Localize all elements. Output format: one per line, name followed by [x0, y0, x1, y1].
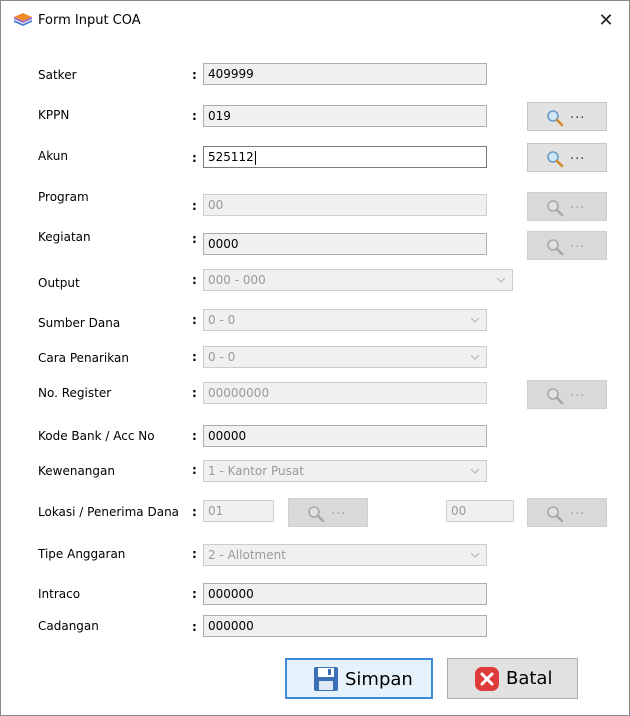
cadangan-field[interactable]: 000000	[203, 615, 487, 637]
program-field[interactable]: 00	[203, 194, 487, 216]
batal-button[interactable]	[447, 658, 578, 699]
colon: :	[192, 232, 197, 246]
penerima-dana-lookup-button[interactable]	[527, 498, 607, 527]
sumber-dana-value: 0 - 0	[208, 313, 236, 327]
magnifier-icon	[546, 387, 564, 405]
window-title: Form Input COA	[38, 13, 141, 28]
magnifier-icon	[546, 238, 564, 256]
akun-value: 525112	[208, 150, 254, 164]
colon: :	[192, 505, 197, 519]
chevron-down-icon	[494, 270, 508, 290]
close-icon: ✕	[598, 10, 614, 31]
kewenangan-label: Kewenangan	[38, 464, 115, 478]
kewenangan-dropdown[interactable]	[203, 460, 487, 482]
program-lookup-button[interactable]	[527, 192, 607, 221]
output-dropdown[interactable]	[203, 269, 513, 291]
intraco-field[interactable]: 000000	[203, 583, 487, 605]
kegiatan-lookup-button[interactable]	[527, 231, 607, 260]
colon: :	[192, 547, 197, 561]
magnifier-icon	[307, 505, 325, 523]
tipe-anggaran-label: Tipe Anggaran	[38, 547, 126, 561]
cadangan-label: Cadangan	[38, 619, 99, 633]
satker-label: Satker	[38, 68, 77, 82]
output-label: Output	[38, 276, 80, 290]
lokasi-field[interactable]: 01	[203, 500, 274, 522]
output-value: 000 - 000	[208, 273, 266, 287]
intraco-label: Intraco	[38, 587, 81, 601]
lookup-dots: ...	[570, 236, 586, 251]
colon: :	[192, 463, 197, 477]
lokasi-lookup-button[interactable]	[288, 498, 368, 527]
colon: :	[192, 109, 197, 123]
satker-field[interactable]: 409999	[203, 63, 487, 85]
colon: :	[192, 350, 197, 364]
cara-penarikan-dropdown[interactable]	[203, 346, 487, 368]
colon: :	[192, 429, 197, 443]
lookup-dots: ...	[570, 503, 586, 518]
no-register-label: No. Register	[38, 386, 112, 400]
colon: :	[192, 199, 197, 213]
chevron-down-icon	[468, 347, 482, 367]
chevron-down-icon	[468, 545, 482, 565]
akun-label: Akun	[38, 149, 68, 163]
colon: :	[192, 386, 197, 400]
close-button[interactable]	[591, 7, 621, 35]
simpan-label: Simpan	[345, 669, 413, 690]
floppy-disk-icon	[313, 666, 339, 692]
colon: :	[192, 587, 197, 601]
lookup-dots: ...	[331, 503, 347, 518]
program-label: Program	[38, 190, 89, 204]
lookup-dots: ...	[570, 385, 586, 400]
kppn-field[interactable]: 019	[203, 105, 487, 127]
penerima-dana-field[interactable]: 00	[446, 500, 514, 522]
red-x-icon	[474, 666, 500, 692]
cara-penarikan-value: 0 - 0	[208, 350, 236, 364]
magnifier-icon	[546, 150, 564, 168]
kppn-label: KPPN	[38, 108, 70, 122]
kegiatan-field[interactable]: 0000	[203, 233, 487, 255]
simpan-button[interactable]	[285, 658, 433, 699]
lokasi-label: Lokasi / Penerima Dana	[38, 505, 180, 519]
lookup-dots: ...	[570, 148, 586, 163]
sumber-dana-dropdown[interactable]	[203, 309, 487, 331]
kode-bank-field[interactable]: 00000	[203, 425, 487, 447]
tipe-anggaran-dropdown[interactable]	[203, 544, 487, 566]
title-bar	[1, 1, 629, 41]
text-caret	[255, 151, 256, 165]
lookup-dots: ...	[570, 197, 586, 212]
colon: :	[192, 68, 197, 82]
form-icon	[13, 12, 33, 28]
no-register-field[interactable]: 00000000	[203, 382, 487, 404]
kode-bank-label: Kode Bank / Acc No	[38, 429, 155, 443]
kewenangan-value: 1 - Kantor Pusat	[208, 464, 304, 478]
batal-label: Batal	[506, 668, 553, 689]
chevron-down-icon	[468, 310, 482, 330]
sumber-dana-label: Sumber Dana	[38, 316, 121, 330]
colon: :	[192, 151, 197, 165]
magnifier-icon	[546, 505, 564, 523]
colon: :	[192, 620, 197, 634]
akun-field[interactable]	[203, 146, 487, 168]
colon: :	[192, 313, 197, 327]
chevron-down-icon	[468, 461, 482, 481]
magnifier-icon	[546, 109, 564, 127]
cara-penarikan-label: Cara Penarikan	[38, 351, 129, 365]
tipe-anggaran-value: 2 - Allotment	[208, 548, 286, 562]
kegiatan-label: Kegiatan	[38, 230, 91, 244]
kppn-lookup-button[interactable]	[527, 102, 607, 131]
akun-lookup-button[interactable]	[527, 143, 607, 172]
magnifier-icon	[546, 199, 564, 217]
no-register-lookup-button[interactable]	[527, 380, 607, 409]
lookup-dots: ...	[570, 107, 586, 122]
colon: :	[192, 273, 197, 287]
